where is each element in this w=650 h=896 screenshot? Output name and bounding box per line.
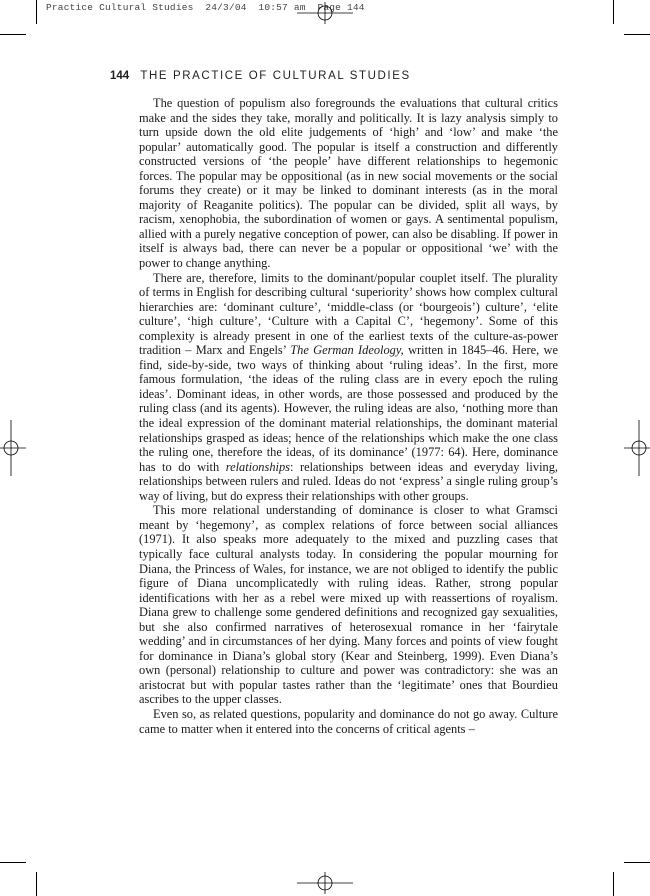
italic-text-run: relationships: [225, 459, 290, 474]
registration-mark-left: [0, 420, 26, 476]
registration-mark-bottom: [297, 872, 353, 894]
text-run: There are, therefore, limits to the dominant/popular couplet itself. The plurality of terms in English for describing cultural ‘superiority’ shows how complex cultural hierarchies are: ‘dominant culture’, ‘middle-class (or ‘bourgeois’) culture’, ‘elite culture’, ‘high culture’, ‘Culture with a Capital C’, ‘hegemony’. Some of this complexity is already present in one of the earliest texts of the culture-as-power tradition – Marx and Engels’: [139, 270, 558, 358]
printer-slug: Practice Cultural Studies 24/3/04 10:57 am Page 144: [46, 2, 365, 13]
body-text: [139, 96, 558, 736]
crop-mark-bottom-right-h: [624, 862, 650, 863]
crop-mark-top-right-v: [613, 0, 614, 24]
paragraph: [139, 503, 558, 707]
registration-mark-right: [624, 420, 650, 476]
paragraph: [139, 707, 558, 736]
crop-mark-bottom-left-h: [0, 862, 26, 863]
crop-mark-bottom-right-v: [613, 872, 614, 896]
page-number: 144: [110, 70, 130, 82]
crop-mark-top-right-h: [624, 34, 650, 35]
paragraph: [139, 271, 558, 504]
running-head-title: THE PRACTICE OF CULTURAL STUDIES: [140, 70, 411, 82]
italic-text-run: The German Ideology,: [290, 343, 404, 358]
text-run: The question of populism also foregrounds the evaluations that cultural critics make and the sides they take, morally and politically. It is lazy analysis simply to turn upside down the old elite judgements of ‘high’ and ‘low’ and make ‘the popular’ automatically good. The popular is itself a construction and differently constructed versions of ‘the people’ have different relationships to hegemonic forces. The popular may be oppositional (as in new social movements or the social forums they create) or it may be linked to dominant interests (as in the moral majority of Reaganite politics). The popular can be divided, split all ways, by racism, xenophobia, the subordination of women or gays. A sentimental populism, allied with a purely negative conception of power, can also be disabling. If power in itself is always bad, there can never be a popular or oppositional ‘we’ with the power to change anything.: [139, 96, 558, 271]
crop-mark-top-left-h: [0, 34, 26, 35]
text-run: Even so, as related questions, popularity and dominance do not go away. Culture came to matter when it entered into the concerns of critical agents –: [139, 706, 558, 736]
crop-mark-top-left-v: [36, 0, 37, 24]
text-run: written in 1845–46. Here, we find, side-by-side, two ways of thinking about ‘ruling ideas’. In the first, more famous formulation, ‘the ideas of the ruling class are in every epoch the ruling ideas’. Dominant ideas, in other words, are those possessed and produced by the ruling class (and its agents). However, the ruling ideas are also, ‘nothing more than the ideal expression of the dominant material relationships, the dominant material relationships grasped as ideas; hence of the relationships which make the one class the ruling one, therefore the ideas, of its dominance’ (1977: 64). Here, dominance has to do with: [139, 343, 559, 474]
text-run: : relationships between ideas and everyday living, relationships between rulers and ruled. Ideas do not ‘express’ a single ruling group’s way of living, but do express their relationships with other groups.: [139, 459, 558, 503]
registration-mark-top: [297, 2, 353, 24]
paragraph: [139, 96, 558, 271]
crop-mark-bottom-left-v: [36, 872, 37, 896]
running-head: [110, 70, 411, 82]
text-run: This more relational understanding of dominance is closer to what Gramsci meant by ‘hegemony’, as complex relations of force between social alliances (1971). It also speaks more adequately to the mixed and puzzling cases that typically face cultural analysts today. In considering the popular mourning for Diana, the Princess of Wales, for instance, we are not obliged to identify the public figure of Diana uncomplicatedly with ruling ideas. Rather, strong popular identifications with her as a rebel were mixed up with reassertions of royalism. Diana grew to challenge some gendered definitions and recognized gay sexualities, but she also confirmed narratives of heterosexual romance in her ‘fairytale wedding’ and in circumstances of her dying. Many forces and points of view fought for dominance in Diana’s global story (Kear and Steinberg, 1999). Even Diana’s own (personal) relationship to culture and power was contradictory: she was an aristocrat but with popular tastes rather than the ‘legitimate’ ones that Bourdieu ascribes to the upper classes.: [139, 503, 558, 707]
